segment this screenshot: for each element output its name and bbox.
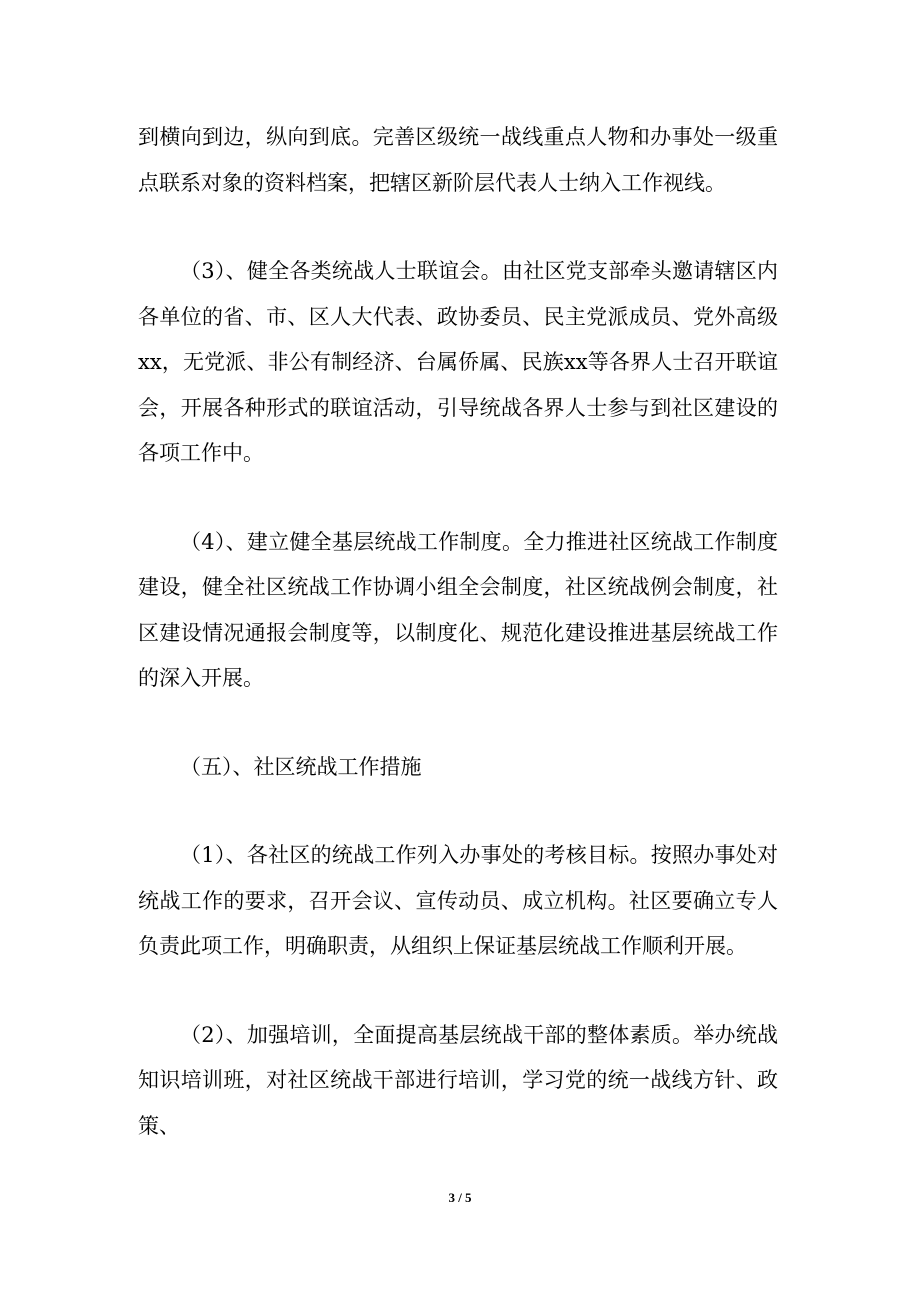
paragraph-item-3: （3）、健全各类统战人士联谊会。由社区党支部牵头邀请辖区内各单位的省、市、区人大代表、政协委员、民主党派成员、党外高级xx，无党派、非公有制经济、台属侨属、民族xx等各界人士召开联谊会，开展各种形式的联谊活动，引导统战各界人士参与到社区建设的各项工作中。 <box>138 259 778 465</box>
section-heading-5: （五）、社区统战工作措施 <box>180 754 422 779</box>
paragraph-measure-1: （1）、各社区的统战工作列入办事处的考核目标。按照办事处对统战工作的要求，召开会议、宣传动员、成立机构。社区要确立专人负责此项工作，明确职责，从组织上保证基层统战工作顺利开展。 <box>138 843 778 958</box>
document-body <box>138 115 778 1149</box>
paragraph-continuation: 到横向到边，纵向到底。完善区级统一战线重点人物和办事处一级重点联系对象的资料档案，把辖区新阶层代表人士纳入工作视线。 <box>138 125 778 195</box>
page-number: 3 / 5 <box>448 1190 472 1205</box>
paragraph-measure-2: （2）、加强培训，全面提高基层统战干部的整体素质。举办统战知识培训班，对社区统战干部进行培训，学习党的统一战线方针、政策、 <box>138 1022 778 1138</box>
paragraph-item-4: （4）、建立健全基层统战工作制度。全力推进社区统战工作制度建设，健全社区统战工作协调小组全会制度，社区统战例会制度，社区建设情况通报会制度等，以制度化、规范化建设推进基层统战工作的深入开展。 <box>138 529 778 690</box>
